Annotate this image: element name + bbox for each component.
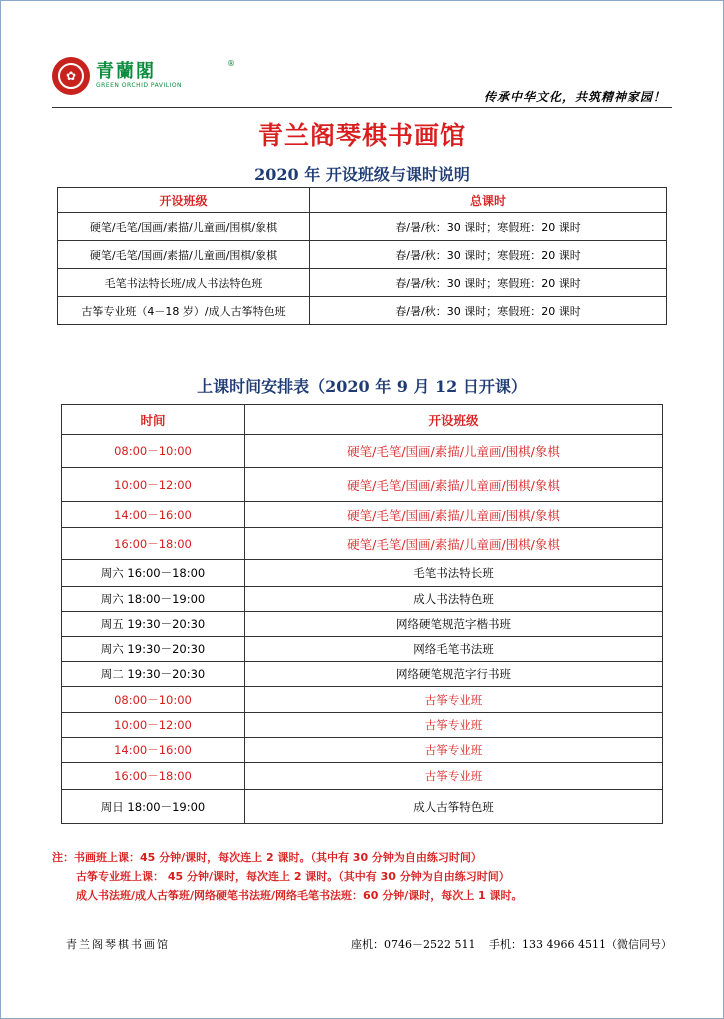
- table-row: [62, 587, 663, 612]
- class-cell: 古筝专业班: [245, 738, 663, 763]
- table-row: [62, 560, 663, 587]
- table-row: [62, 662, 663, 687]
- time-cell: 周二 19:30－20:30: [62, 662, 245, 687]
- time-cell: 08:00－10:00: [62, 687, 245, 713]
- class-cell: 硬笔/毛笔/国画/素描/儿童画/围棋/象棋: [58, 241, 310, 269]
- time-cell: 10:00－12:00: [62, 713, 245, 738]
- note-line: 成人书法班/成人古筝班/网络硬笔书法班/网络毛笔书法班：60 分钟/课时，每次上 1 课时。: [76, 889, 523, 902]
- footer-contact: [341, 936, 672, 952]
- schedule-section-title: 上课时间安排表（2020 年 9 月 12 日开课）: [197, 377, 527, 396]
- table-row: [58, 269, 667, 297]
- footer-name: 青兰阁琴棋书画馆: [66, 938, 170, 951]
- class-cell: 硬笔/毛笔/国画/素描/儿童画/围棋/象棋: [245, 435, 663, 468]
- class-cell: 毛笔书法特长班/成人书法特色班: [58, 269, 310, 297]
- class-cell: 硬笔/毛笔/国画/素描/儿童画/围棋/象棋: [58, 213, 310, 241]
- class-cell: 网络硬笔规范字楷书班: [245, 612, 663, 637]
- table-row: [62, 435, 663, 468]
- class-cell: 网络毛笔书法班: [245, 637, 663, 662]
- table-row: [62, 468, 663, 502]
- column-header: 开设班级: [58, 188, 310, 213]
- class-cell: 成人古筝特色班: [245, 790, 663, 824]
- schedule-table: [61, 404, 663, 824]
- hours-cell: 春/暑/秋：30 课时；寒假班：20 课时: [310, 297, 667, 325]
- class-cell: 成人书法特色班: [245, 587, 663, 612]
- slogan: 传承中华文化，共筑精神家园！: [483, 90, 666, 104]
- notes: [52, 848, 523, 905]
- class-cell: 毛笔书法特长班: [245, 560, 663, 587]
- column-header: 开设班级: [245, 405, 663, 435]
- time-cell: 周六 19:30－20:30: [62, 637, 245, 662]
- table-row: [58, 241, 667, 269]
- hours-cell: 春/暑/秋：30 课时；寒假班：20 课时: [310, 269, 667, 297]
- class-cell: 网络硬笔规范字行书班: [245, 662, 663, 687]
- logo-name: 青蘭閣: [96, 61, 156, 82]
- time-cell: 14:00－16:00: [62, 502, 245, 528]
- time-cell: 16:00－18:00: [62, 763, 245, 790]
- table-row: [62, 763, 663, 790]
- time-cell: 周日 18:00－19:00: [62, 790, 245, 824]
- table-row: [62, 738, 663, 763]
- table-header-row: [58, 188, 667, 213]
- class-cell: 古筝专业班: [245, 687, 663, 713]
- class-cell: 硬笔/毛笔/国画/素描/儿童画/围棋/象棋: [245, 468, 663, 502]
- table-row: [62, 612, 663, 637]
- logo: [52, 57, 235, 95]
- class-cell: 古筝专业班: [245, 763, 663, 790]
- time-cell: 08:00－10:00: [62, 435, 245, 468]
- hours-cell: 春/暑/秋：30 课时；寒假班：20 课时: [310, 241, 667, 269]
- classes-section-title: 2020 年 开设班级与课时说明: [254, 165, 470, 184]
- table-row: [62, 790, 663, 824]
- table-row: [62, 528, 663, 560]
- landline: 座机：0746－2522 511: [351, 938, 476, 951]
- logo-english-name: GREEN ORCHID PAVILION: [96, 82, 183, 89]
- table-row: [62, 687, 663, 713]
- hours-cell: 春/暑/秋：30 课时；寒假班：20 课时: [310, 213, 667, 241]
- mobile: 手机：133 4966 4511（微信同号）: [489, 938, 672, 951]
- time-cell: 10:00－12:00: [62, 468, 245, 502]
- registered-mark: ®: [227, 59, 235, 68]
- class-cell: 古筝专业班: [245, 713, 663, 738]
- page-title: 青兰阁琴棋书画馆: [257, 121, 466, 150]
- note-line: 古筝专业班上课： 45 分钟/课时，每次连上 2 课时。（其中有 30 分钟为自由练习时间）: [76, 870, 510, 883]
- time-cell: 周六 18:00－19:00: [62, 587, 245, 612]
- header-divider: [52, 107, 672, 108]
- logo-emblem-icon: ✿: [52, 57, 90, 95]
- column-header: 时间: [62, 405, 245, 435]
- table-header-row: [62, 405, 663, 435]
- table-row: [62, 637, 663, 662]
- class-cell: 硬笔/毛笔/国画/素描/儿童画/围棋/象棋: [245, 528, 663, 560]
- class-cell: 硬笔/毛笔/国画/素描/儿童画/围棋/象棋: [245, 502, 663, 528]
- table-row: [58, 213, 667, 241]
- classes-table: [57, 187, 667, 325]
- table-row: [62, 713, 663, 738]
- time-cell: 16:00－18:00: [62, 528, 245, 560]
- column-header: 总课时: [310, 188, 667, 213]
- table-row: [58, 297, 667, 325]
- time-cell: 周五 19:30－20:30: [62, 612, 245, 637]
- time-cell: 14:00－16:00: [62, 738, 245, 763]
- class-cell: 古筝专业班（4－18 岁）/成人古筝特色班: [58, 297, 310, 325]
- note-line: 注：书画班上课：45 分钟/课时，每次连上 2 课时。（其中有 30 分钟为自由练习时间）: [52, 851, 482, 864]
- table-row: [62, 502, 663, 528]
- time-cell: 周六 16:00－18:00: [62, 560, 245, 587]
